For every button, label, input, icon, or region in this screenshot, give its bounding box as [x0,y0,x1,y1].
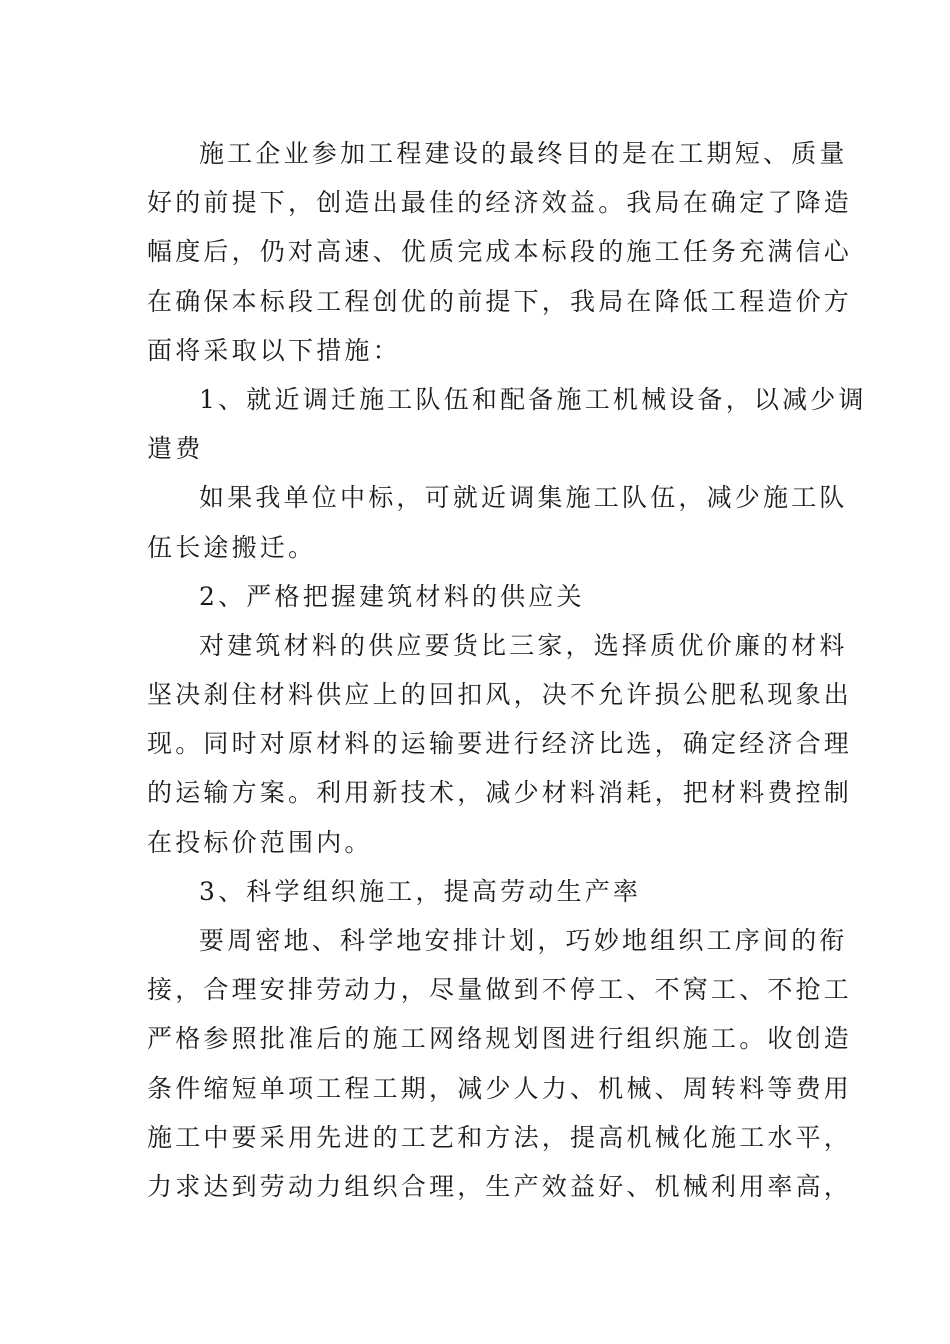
paragraph-line: 幅度后，仍对高速、优质完成本标段的施工任务充满信心 [147,237,853,267]
paragraph-line: 现。同时对原材料的运输要进行经济比选，确定经济合理 [147,729,853,759]
paragraph-line: 对建筑材料的供应要货比三家，选择质优价廉的材料 [199,630,848,660]
paragraph-line: 严格参照批准后的施工网络规划图进行组织施工。收创造 [147,1024,853,1054]
paragraph-line: 好的前提下，创造出最佳的经济效益。我局在确定了降造 [147,188,853,218]
paragraph-line: 遣费 [147,434,204,464]
paragraph-line: 施工中要采用先进的工艺和方法，提高机械化施工水平， [147,1122,853,1152]
paragraph-line: 要周密地、科学地安排计划，巧妙地组织工序间的衔 [199,926,848,955]
paragraph-line: 的运输方案。利用新技术，减少材料消耗，把材料费控制 [147,778,853,808]
paragraph-line: 坚决刹住材料供应上的回扣风，决不允许损公肥私现象出 [147,680,853,710]
paragraph-line: 条件缩短单项工程工期，减少人力、机械、周转料等费用 [147,1073,853,1103]
document-body [147,129,867,1211]
paragraph-line: 接，合理安排劳动力，尽量做到不停工、不窝工、不抢工 [147,975,853,1005]
paragraph-line: 在投标价范围内。 [147,827,373,857]
section-heading-3: 3、科学组织施工，提高劳动生产率 [199,876,642,906]
paragraph-line: 在确保本标段工程创优的前提下，我局在降低工程造价方 [147,286,853,316]
paragraph-line: 伍长途搬迁。 [147,532,317,562]
paragraph-line: 施工企业参加工程建设的最终目的是在工期短、质量 [199,139,848,168]
section-heading-1: 1、就近调迁施工队伍和配备施工机械设备，以减少调 [199,384,867,414]
section-heading-2: 2、严格把握建筑材料的供应关 [199,581,585,611]
paragraph-line: 力求达到劳动力组织合理，生产效益好、机械利用率高， [147,1171,853,1201]
paragraph-line: 面将采取以下措施： [147,335,401,365]
paragraph-line: 如果我单位中标，可就近调集施工队伍，减少施工队 [199,483,848,513]
